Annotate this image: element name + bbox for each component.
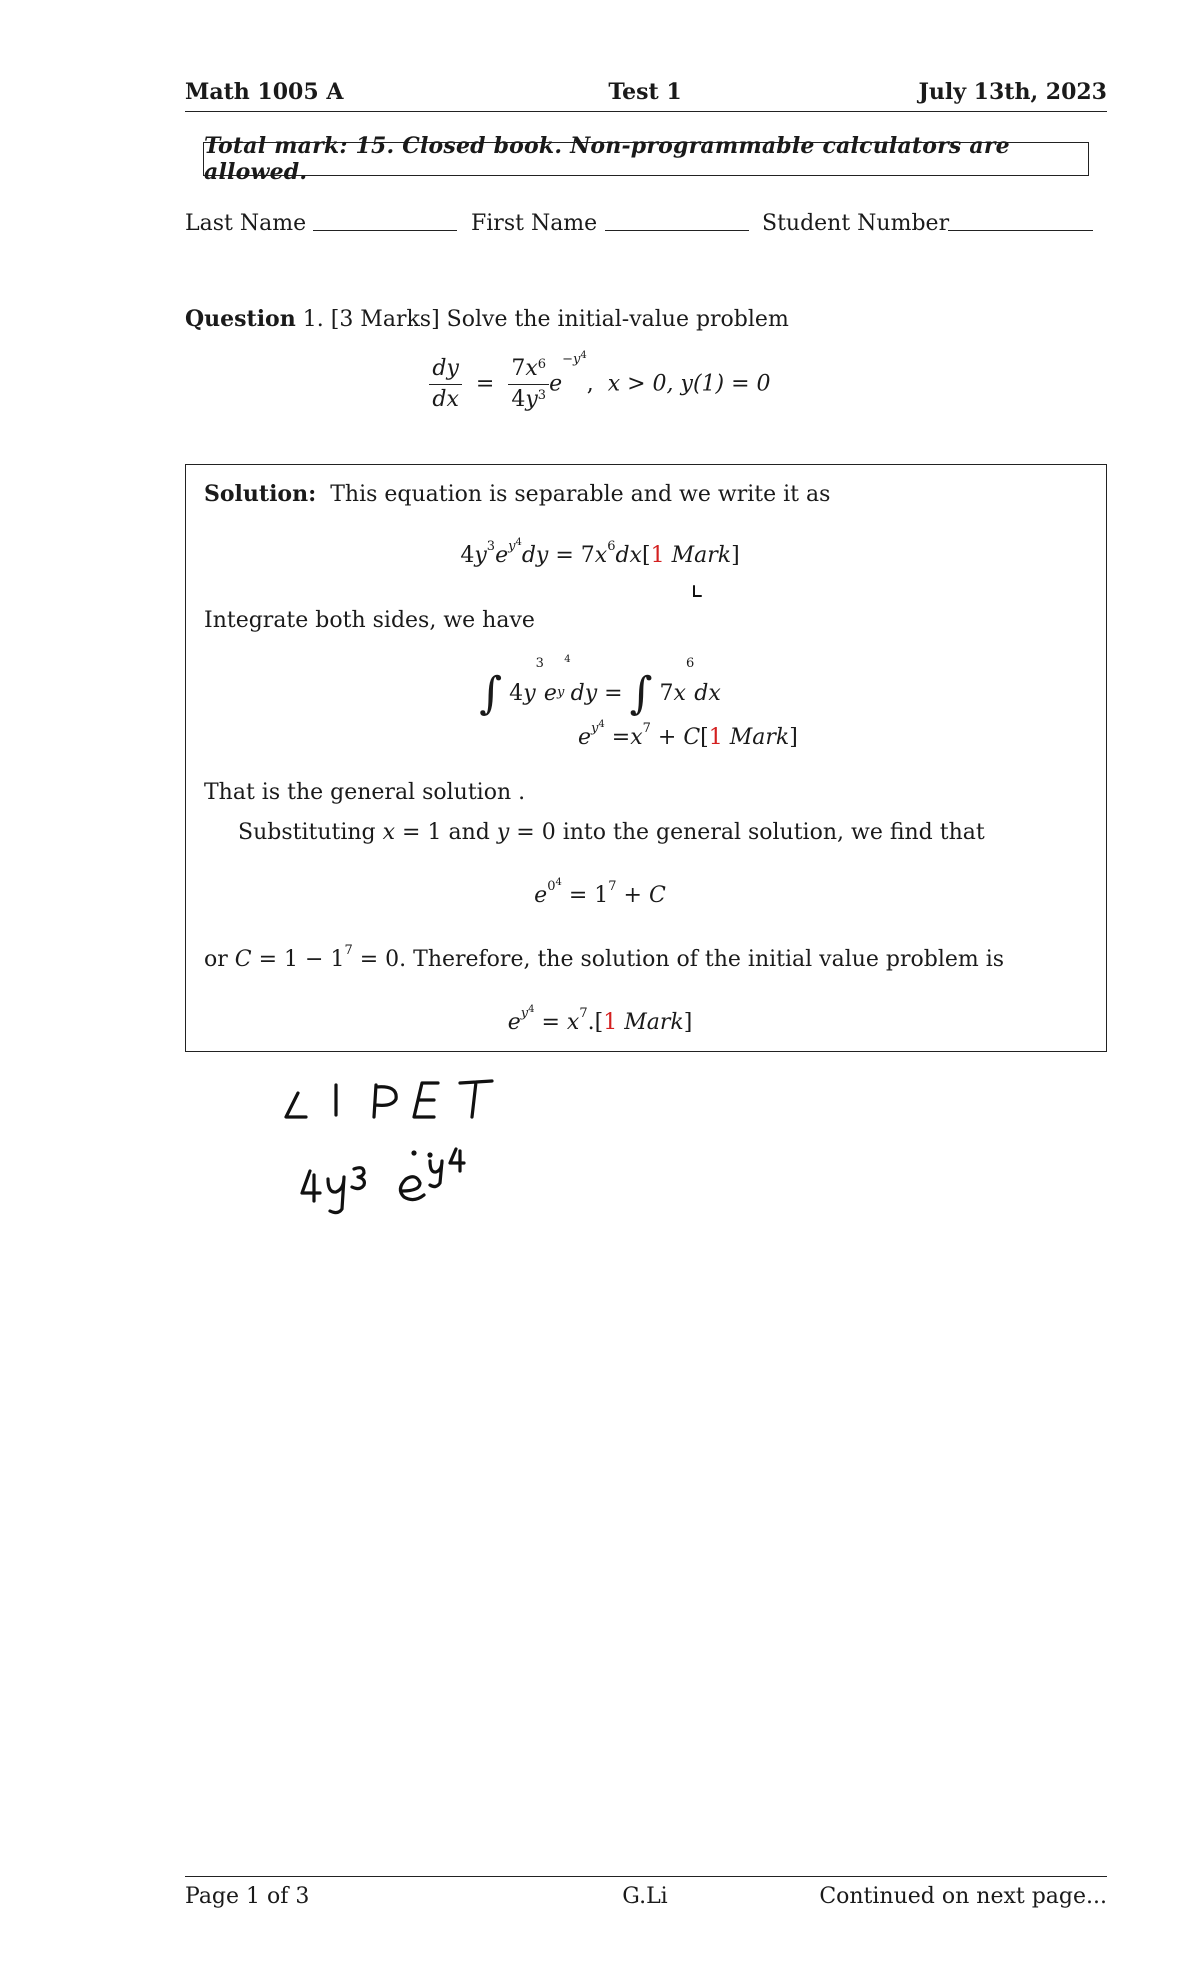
general-solution-equation: $e^{y^4} =x^7 + C[1$ Mark]	[578, 719, 798, 750]
mark-value: 1	[650, 543, 665, 568]
initial-condition: x > 0, y(1) = 0	[607, 371, 771, 397]
solution-intro: Solution: This equation is separable and we write it as	[204, 481, 831, 507]
footer-rule	[185, 1876, 1107, 1877]
footer-author: G.Li	[622, 1884, 668, 1909]
page-number: Page 1 of 3	[185, 1884, 310, 1909]
final-solution-equation: $e^{y^4} = x^7.[1$ Mark]	[507, 1004, 693, 1035]
last-name-label: Last Name	[185, 211, 307, 236]
header-rule	[185, 111, 1107, 112]
hw-letter-e	[400, 1177, 424, 1200]
question-marks: [3 Marks]	[330, 307, 440, 332]
question-number: 1.	[302, 307, 324, 332]
first-name-label: First Name	[471, 211, 598, 236]
course-title: Math 1005 A	[185, 79, 344, 105]
hw-letter-E	[414, 1083, 438, 1117]
substitution-text: Substituting x = 1 and y = 0 into the general solution, we find that	[238, 820, 985, 845]
hw-superscript-3	[352, 1168, 364, 1189]
derivative-fraction: $\frac{dy}{dx}$	[429, 356, 462, 413]
hw-superscript-4	[450, 1149, 464, 1171]
solution-label: Solution:	[204, 481, 317, 507]
question-equation: $\frac{dy}{dx}$ = $\frac{7x^6}{4y^3}$ $e^{-y^4}$, x > 0, y(1) = 0	[0, 356, 1200, 413]
question-prompt	[185, 306, 789, 332]
ink-tick	[690, 583, 710, 603]
test-title: Test 1	[608, 79, 682, 105]
exam-notice: Total mark: 15. Closed book. Non-programmable calculators are allowed.	[203, 142, 1089, 176]
question-label: Question	[185, 306, 296, 332]
general-solution-text: That is the general solution .	[204, 780, 526, 805]
hw-letter-T	[460, 1081, 492, 1117]
constant-text: or $C = 1 - 1^7 = 0$. Therefore, the solution of the initial value problem is	[204, 943, 1005, 972]
hw-digit-4	[302, 1171, 320, 1201]
continued-note: Continued on next page...	[819, 1884, 1107, 1909]
last-name-field[interactable]	[313, 230, 457, 231]
first-name-field[interactable]	[605, 230, 749, 231]
integrate-text: Integrate both sides, we have	[204, 608, 535, 633]
handwritten-notes	[280, 1075, 560, 1235]
test-date: July 13th, 2023	[918, 79, 1107, 105]
hw-letter-P	[374, 1085, 396, 1117]
hw-letter-L	[286, 1093, 306, 1117]
question-text: Solve the initial-value problem	[446, 307, 789, 332]
student-number-field[interactable]	[948, 230, 1093, 231]
rhs-fraction: $\frac{7x^6}{4y^3}$	[508, 356, 549, 413]
separated-equation: $4y^3e^{y^4}dy = 7x^6dx[1$ Mark]	[460, 537, 740, 568]
hw-superscript-y	[430, 1161, 442, 1187]
student-number-label: Student Number	[762, 211, 950, 236]
substituted-equation: $e^{0^4} = 1^7 + C$	[534, 877, 666, 908]
integral-equation: ∫ $4y^3e^{y^4}dy$ = ∫ $7x^6dx$	[479, 654, 721, 719]
hw-letter-y	[328, 1177, 344, 1213]
